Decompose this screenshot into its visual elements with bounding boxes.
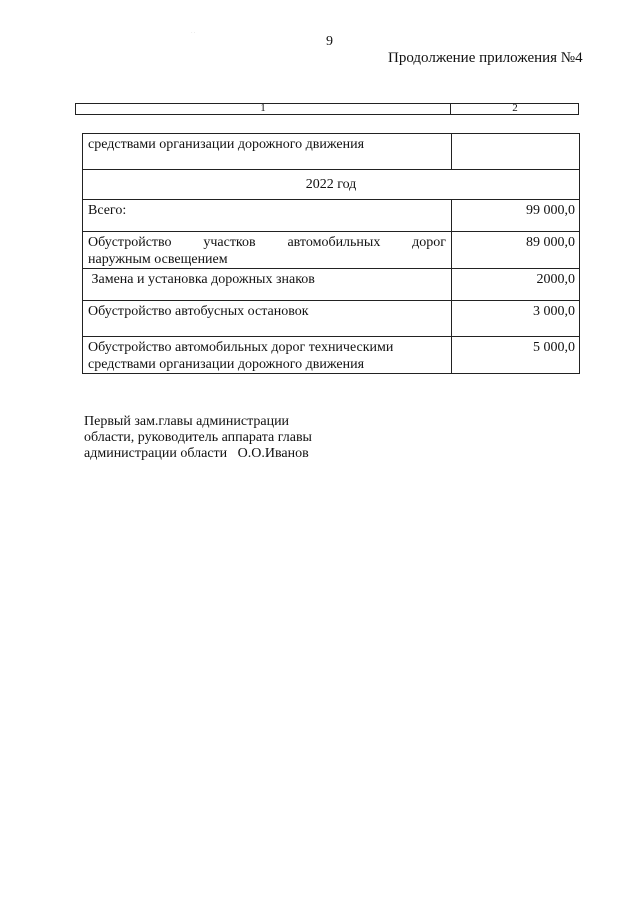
word: дорог bbox=[412, 235, 446, 250]
column-number-1: 1 bbox=[260, 102, 266, 114]
row-description: Всего: bbox=[83, 200, 452, 232]
row-value: 99 000,0 bbox=[452, 200, 580, 232]
signature-block bbox=[84, 414, 312, 462]
table-row bbox=[83, 232, 580, 269]
signature-line-2: области, руководитель аппарата главы bbox=[84, 430, 312, 445]
row-description: Обустройство автобусных остановок bbox=[83, 301, 452, 337]
word: участков bbox=[203, 235, 256, 250]
word: автомобильных bbox=[287, 235, 381, 250]
row-description bbox=[83, 232, 452, 269]
row-description bbox=[83, 337, 452, 374]
row-description-line-1 bbox=[88, 234, 446, 251]
column-number-row bbox=[75, 103, 579, 115]
year-heading-row bbox=[83, 170, 580, 200]
row-value: 2000,0 bbox=[452, 269, 580, 301]
signature-line-1: Первый зам.главы администрации bbox=[84, 414, 290, 429]
annex-title: Продолжение приложения №4 bbox=[388, 50, 583, 66]
row-description-line-2: средствами организации дорожного движения bbox=[88, 357, 365, 372]
page-number: 9 bbox=[326, 34, 333, 49]
budget-table bbox=[82, 133, 580, 374]
continued-row-text: средствами организации дорожного движения bbox=[88, 137, 365, 152]
row-value: 89 000,0 bbox=[452, 232, 580, 269]
column-number-2: 2 bbox=[512, 102, 518, 114]
row-description bbox=[83, 134, 452, 170]
signature-line-3: администрации области О.О.Иванов bbox=[84, 446, 309, 461]
scan-speck: · · bbox=[191, 31, 196, 36]
year-heading: 2022 год bbox=[83, 170, 580, 200]
table-row bbox=[83, 301, 580, 337]
row-description: Замена и установка дорожных знаков bbox=[83, 269, 452, 301]
row-value: 3 000,0 bbox=[452, 301, 580, 337]
table-row bbox=[83, 134, 580, 170]
row-value bbox=[452, 134, 580, 170]
word: Обустройство bbox=[88, 235, 172, 250]
row-value: 5 000,0 bbox=[452, 337, 580, 374]
table-row bbox=[83, 200, 580, 232]
table-row bbox=[83, 337, 580, 374]
table-row bbox=[83, 269, 580, 301]
row-description-line-1: Обустройство автомобильных дорог техническими bbox=[88, 340, 394, 355]
row-description-line-2: наружным освещением bbox=[88, 252, 228, 267]
